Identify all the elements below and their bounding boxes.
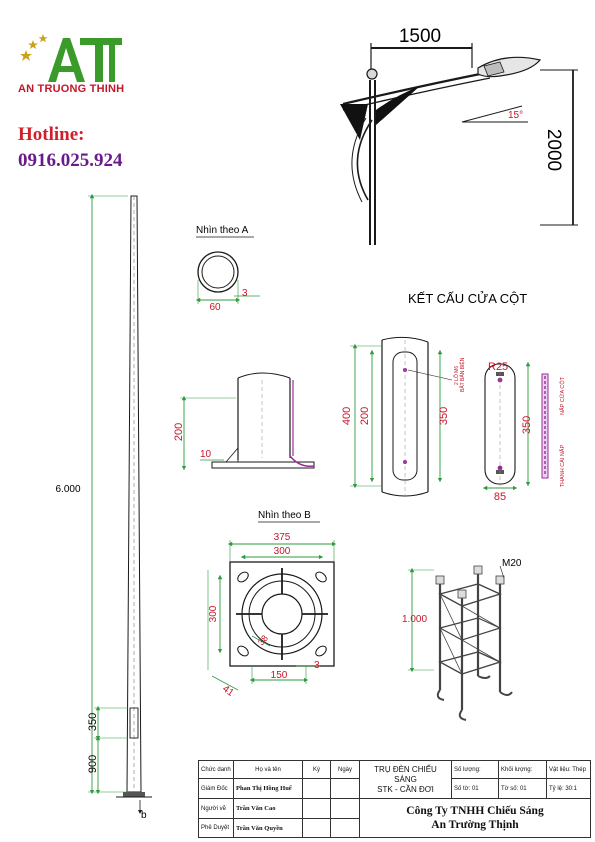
tb-sign-3 [302,818,331,838]
door-cover-radius: R25 [488,361,509,373]
tb-role-3: Phê Duyệt [198,818,234,838]
tb-col-date: Ngày [330,760,360,779]
door-note-holes: 2 LỖ M6 [454,365,460,385]
tb-col-sign: Ký [302,760,331,779]
tb-company-line2: An Trường Thịnh [431,819,519,831]
tb-role-2: Người vẽ [198,798,234,819]
tb-name-3: Trần Văn Quyền [233,818,303,838]
hotline-number[interactable]: 0916.025.924 [18,150,123,171]
hotline-label: Hotline: [18,124,85,145]
title-block [198,760,591,838]
tb-name-2: Trần Văn Cao [233,798,303,819]
base-height-label: 200 [173,422,185,442]
tb-sheet-no: Tờ số: 01 [498,778,547,799]
tb-date-1 [330,778,360,799]
tb-name-1: Phan Thị Hồng Huế [233,778,303,799]
anchor-height-label: 1.000 [402,614,428,625]
view-b-offset: 41 [220,683,236,699]
door-dim-350: 350 [438,406,450,426]
tb-company-line1: Công Ty TNHH Chiếu Sáng [406,805,544,817]
tb-role-1: Giám Đốc [198,778,234,799]
base-flange-label: 10 [200,449,212,460]
door-note-hinge: BẮT BẢN BIỆN [460,357,466,392]
door-cover-label: NẮP CỬA CỘT [560,377,566,415]
door-dim-400: 400 [341,406,353,426]
tb-drawing-title-line1: TRỤ ĐÈN CHIẾU SÁNG [374,764,437,784]
brand-name: AN TRUONG THINH [18,83,125,95]
tb-weight-label: Khối lượng: [498,760,547,779]
tb-date-2 [330,798,360,819]
door-cover [485,364,548,488]
anchor-bolt-label: M20 [502,558,522,569]
tb-sign-2 [302,798,331,819]
arm-height-label: 2000 [543,128,564,172]
tb-date-3 [330,818,360,838]
lamp-arm-detail [340,43,578,245]
door-cover-width: 85 [493,491,507,503]
base-mark-label: b [141,810,147,821]
tb-col-name: Họ và tên [233,760,303,779]
view-a-wall: 3 [242,288,248,299]
tb-material-label: Vật liệu: Thép [546,760,591,779]
view-b-thick: 3 [314,660,320,671]
door-bar-label: THANH CÀI NẮP [560,444,566,488]
view-a-dia: 60 [209,302,221,313]
pole-door-height-label: 350 [87,712,99,732]
view-a [196,237,260,304]
door-title: KẾT CẤU CỬA CỘT [408,291,528,306]
tb-company [359,798,591,838]
view-a-title: Nhìn theo A [196,225,249,236]
view-b-outer: 375 [273,532,291,543]
view-b-side: 300 [208,605,219,623]
tb-qty-label: Số lượng: [451,760,499,779]
tb-scale: Tỷ lệ: 30:1 [546,778,591,799]
arm-length-label: 1500 [398,26,442,47]
anchor-cage [408,566,512,720]
tb-col-role: Chức danh [198,760,234,779]
view-b-title: Nhìn theo B [258,510,311,521]
pole-height-label: 6.000 [55,484,81,495]
tb-sheet-label: Số tờ: 01 [451,778,499,799]
view-b-bolt-span: 150 [270,670,288,681]
tb-drawing-title [359,760,452,799]
pole-door-offset-label: 900 [87,754,99,774]
door-dim-200: 200 [359,406,371,426]
tb-sign-1 [302,778,331,799]
arm-angle-label: 15° [508,110,524,121]
view-b-hole: 38 [255,633,270,648]
door-cover-height: 350 [521,415,533,435]
tb-drawing-title-line2: STK - CẦN ĐƠI [377,784,434,794]
view-b-inner: 300 [273,546,291,557]
